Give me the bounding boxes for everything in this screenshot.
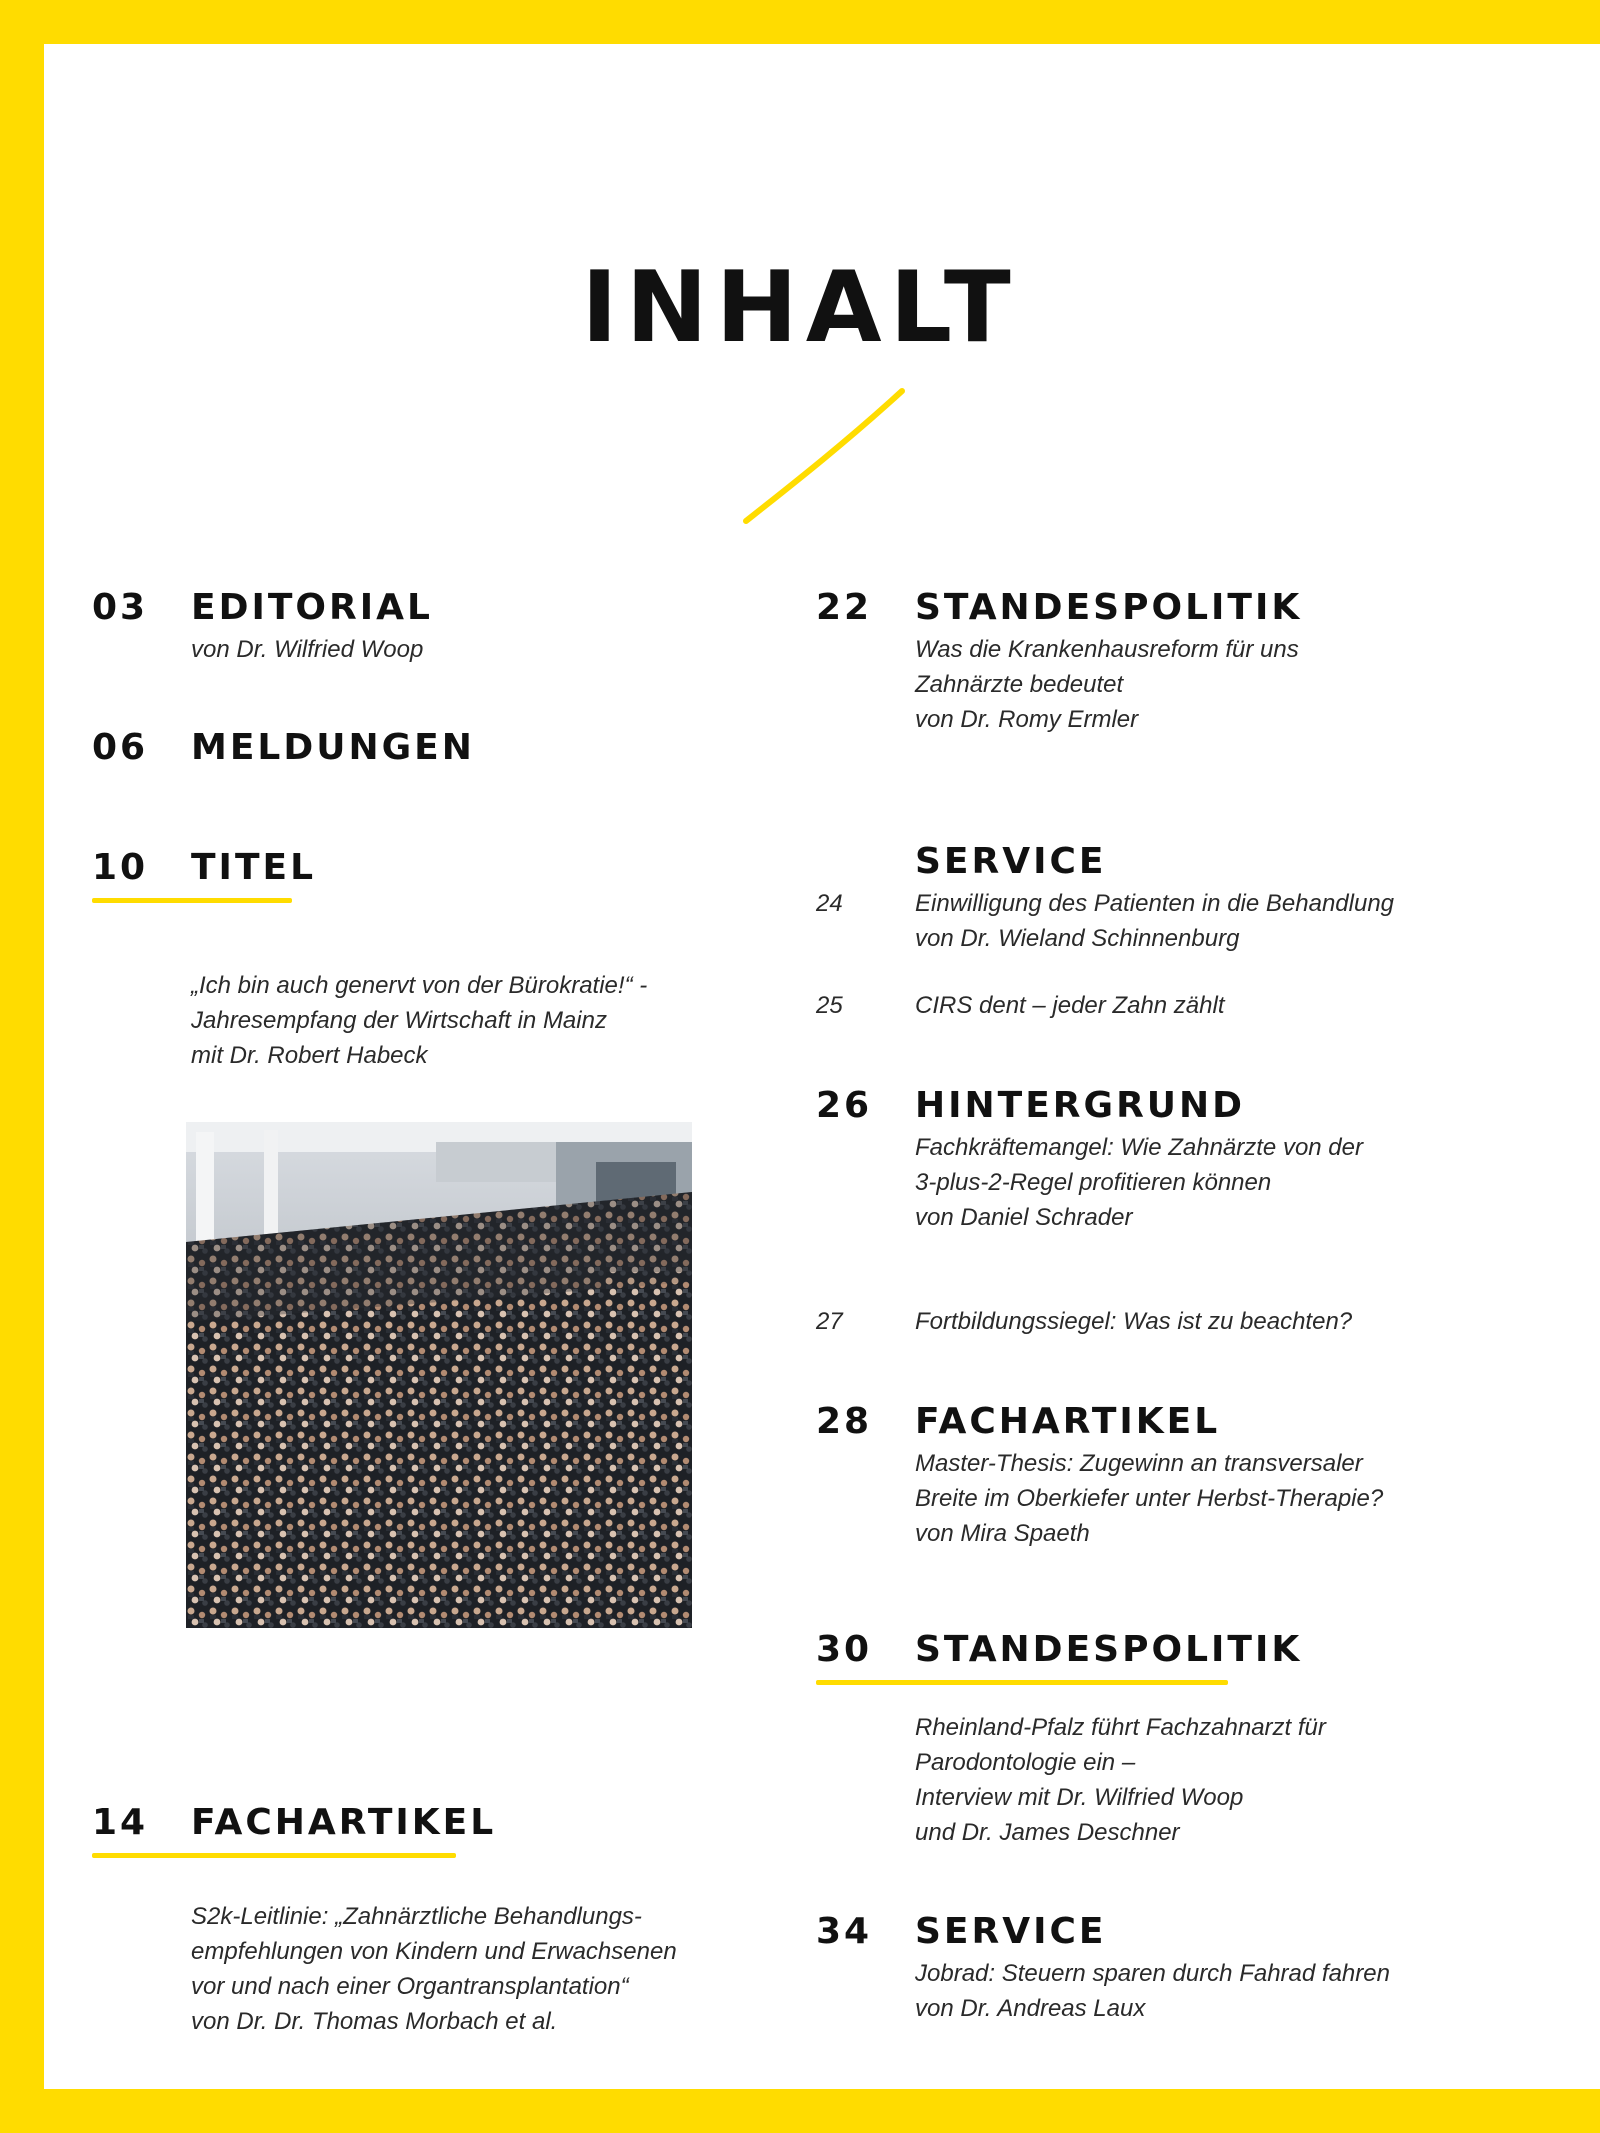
description-line: von Dr. Romy Ermler: [915, 706, 1139, 733]
description-line: „Ich bin auch genervt von der Bürokratie!“ -: [191, 972, 648, 999]
description-line: empfehlungen von Kindern und Erwachsenen: [191, 1938, 677, 1965]
page-number: 34: [816, 1911, 873, 1952]
section-heading: SERVICE: [915, 1911, 1107, 1952]
section-heading: EDITORIAL: [191, 587, 433, 628]
page-number: 28: [816, 1401, 873, 1442]
description-line: CIRS dent – jeder Zahn zählt: [915, 992, 1225, 1019]
entry-description: [915, 1710, 1326, 1850]
event-crowd-photo: [186, 1122, 692, 1628]
heading-underline: [92, 1853, 456, 1858]
item-page-number: 25: [816, 992, 843, 1019]
entry-description: [915, 886, 1394, 956]
page-number: 14: [92, 1802, 149, 1843]
page-number: 22: [816, 587, 873, 628]
description-line: Rheinland-Pfalz führt Fachzahnarzt für: [915, 1714, 1326, 1741]
item-page-number: 27: [816, 1308, 843, 1335]
section-heading: MELDUNGEN: [191, 727, 475, 768]
description-line: von Dr. Dr. Thomas Morbach et al.: [191, 2008, 558, 2035]
entry-description: [915, 1304, 1352, 1339]
entry-description: [915, 1956, 1390, 2026]
page-title: INHALT: [581, 251, 1019, 365]
entry-description: [915, 1446, 1383, 1551]
yellow-slash-decoration: [734, 369, 914, 529]
entry-description: [915, 632, 1299, 737]
crowd-image: [186, 1122, 692, 1628]
entry-description: [915, 988, 1225, 1023]
toc-page: [44, 44, 1600, 2089]
page-number: 30: [816, 1629, 873, 1670]
description-line: vor und nach einer Organtransplantation“: [191, 1973, 629, 2000]
description-line: Einwilligung des Patienten in die Behandlung: [915, 890, 1395, 917]
description-line: S2k-Leitlinie: „Zahnärztliche Behandlungs-: [191, 1903, 642, 1930]
description-line: von Mira Spaeth: [915, 1520, 1090, 1547]
page-number: 10: [92, 847, 149, 888]
description-line: Parodontologie ein –: [915, 1749, 1136, 1776]
page-number: 03: [92, 587, 149, 628]
description-line: und Dr. James Deschner: [915, 1819, 1180, 1846]
description-line: von Dr. Andreas Laux: [915, 1995, 1146, 2022]
entry-description: [915, 1130, 1363, 1235]
description-line: von Dr. Wieland Schinnenburg: [915, 925, 1240, 952]
description-line: Fortbildungssiegel: Was ist zu beachten?: [915, 1308, 1353, 1335]
description-line: von Dr. Wilfried Woop: [191, 636, 424, 663]
description-line: Fachkräftemangel: Wie Zahnärzte von der: [915, 1134, 1363, 1161]
entry-description: [191, 1899, 677, 2039]
description-line: Breite im Oberkiefer unter Herbst-Therapie?: [915, 1485, 1384, 1512]
page-number: 06: [92, 727, 149, 768]
description-line: von Daniel Schrader: [915, 1204, 1133, 1231]
page-number: 26: [816, 1085, 873, 1126]
section-heading: STANDESPOLITIK: [915, 587, 1303, 628]
item-page-number: 24: [816, 890, 843, 917]
description-line: Zahnärzte bedeutet: [915, 671, 1124, 698]
description-line: 3-plus-2-Regel profitieren können: [915, 1169, 1272, 1196]
section-heading: STANDESPOLITIK: [915, 1629, 1303, 1670]
description-line: Interview mit Dr. Wilfried Woop: [915, 1784, 1244, 1811]
section-heading: FACHARTIKEL: [191, 1802, 497, 1843]
description-line: Was die Krankenhausreform für uns: [915, 636, 1299, 663]
description-line: mit Dr. Robert Habeck: [191, 1042, 428, 1069]
section-heading: HINTERGRUND: [915, 1085, 1246, 1126]
description-line: Jobrad: Steuern sparen durch Fahrad fahren: [915, 1960, 1390, 1987]
description-line: Master-Thesis: Zugewinn an transversaler: [915, 1450, 1363, 1477]
section-heading: SERVICE: [915, 841, 1107, 882]
heading-underline: [816, 1680, 1228, 1685]
description-line: Jahresempfang der Wirtschaft in Mainz: [191, 1007, 607, 1034]
heading-underline: [92, 898, 292, 903]
section-heading: FACHARTIKEL: [915, 1401, 1221, 1442]
entry-description: [191, 632, 423, 667]
entry-description: [191, 968, 647, 1073]
section-heading: TITEL: [191, 847, 317, 888]
